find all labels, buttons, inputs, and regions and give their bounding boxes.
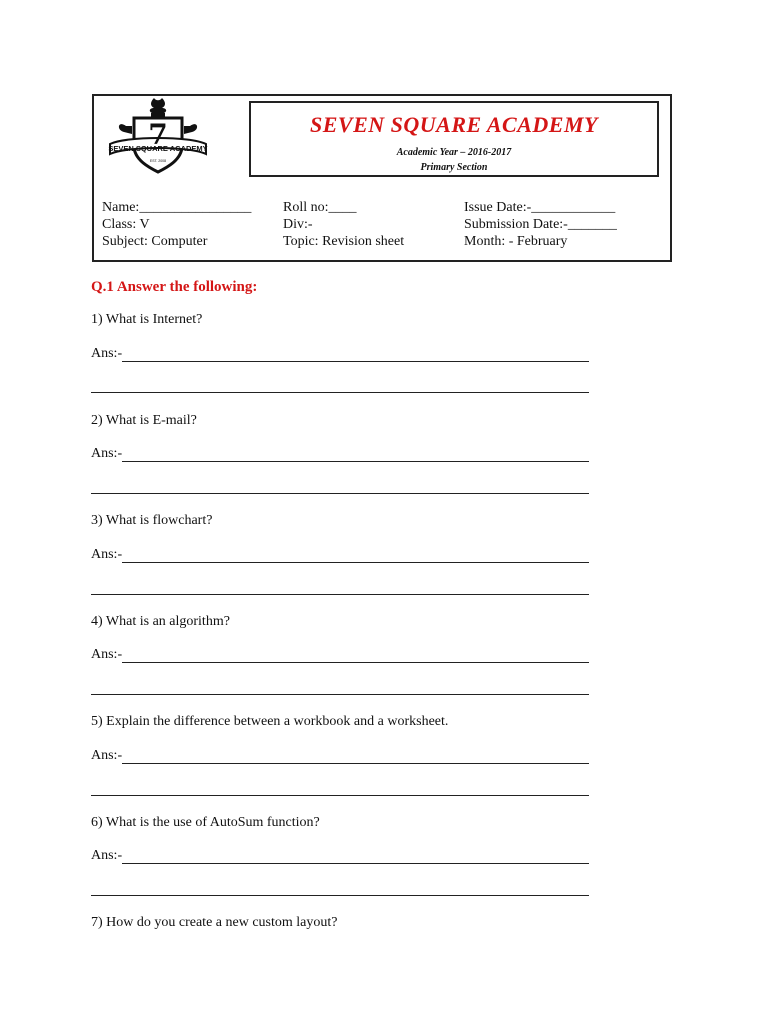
answer-line[interactable] <box>122 448 589 462</box>
answer-prefix: Ans:- <box>91 848 123 863</box>
answer-row-3[interactable] <box>91 547 589 563</box>
answer-prefix: Ans:- <box>91 346 123 361</box>
school-name: SEVEN SQUARE ACADEMY <box>310 112 598 137</box>
month-field: Month: - February <box>464 234 568 249</box>
question-1: 1) What is Internet? <box>91 312 203 327</box>
answer-rule-6[interactable] <box>91 895 589 896</box>
question-3: 3) What is flowchart? <box>91 513 213 528</box>
answer-row-4[interactable] <box>91 647 589 663</box>
logo-motto: EST. 2008 <box>149 159 167 163</box>
class-field: Class: V <box>102 217 150 232</box>
section-label: Primary Section <box>420 162 488 173</box>
answer-row-2[interactable] <box>91 446 589 462</box>
div-field[interactable]: Div:- <box>283 217 313 232</box>
school-logo <box>106 96 210 176</box>
info-column-middle <box>283 199 404 250</box>
question-4: 4) What is an algorithm? <box>91 614 230 629</box>
answer-row-5[interactable] <box>91 748 589 764</box>
question-7: 7) How do you create a new custom layout? <box>91 915 338 930</box>
info-column-left <box>102 199 251 250</box>
answer-row-6[interactable] <box>91 848 589 864</box>
answer-line[interactable] <box>122 549 589 563</box>
subject-field: Subject: Computer <box>102 234 208 249</box>
logo-numeral: 7 <box>148 118 168 151</box>
answer-rule-4[interactable] <box>91 694 589 695</box>
academic-year: Academic Year – 2016-2017 <box>396 147 512 158</box>
submission-date-field[interactable]: Submission Date:-_______ <box>464 217 617 232</box>
info-column-right <box>464 199 617 250</box>
question-6: 6) What is the use of AutoSum function? <box>91 815 320 830</box>
answer-rule-5[interactable] <box>91 795 589 796</box>
title-box <box>249 101 659 177</box>
name-field[interactable]: Name:________________ <box>102 200 252 215</box>
answer-prefix: Ans:- <box>91 547 123 562</box>
answer-rule-2[interactable] <box>91 493 589 494</box>
answer-line[interactable] <box>122 348 589 362</box>
answer-rule-1[interactable] <box>91 392 589 393</box>
question-5: 5) Explain the difference between a workbook and a worksheet. <box>91 714 449 729</box>
roll-no-field[interactable]: Roll no:____ <box>283 200 357 215</box>
answer-prefix: Ans:- <box>91 446 123 461</box>
answer-line[interactable] <box>122 649 589 663</box>
question-2: 2) What is E-mail? <box>91 413 197 428</box>
answer-prefix: Ans:- <box>91 748 123 763</box>
topic-field: Topic: Revision sheet <box>283 234 405 249</box>
answer-row-1[interactable] <box>91 346 589 362</box>
logo-banner-text: SEVEN SQUARE ACADEMY <box>108 144 208 153</box>
answer-prefix: Ans:- <box>91 647 123 662</box>
issue-date-field[interactable]: Issue Date:-____________ <box>464 200 616 215</box>
answer-line[interactable] <box>122 850 589 864</box>
answer-rule-3[interactable] <box>91 594 589 595</box>
answer-line[interactable] <box>122 750 589 764</box>
section-heading: Q.1 Answer the following: <box>91 279 258 295</box>
